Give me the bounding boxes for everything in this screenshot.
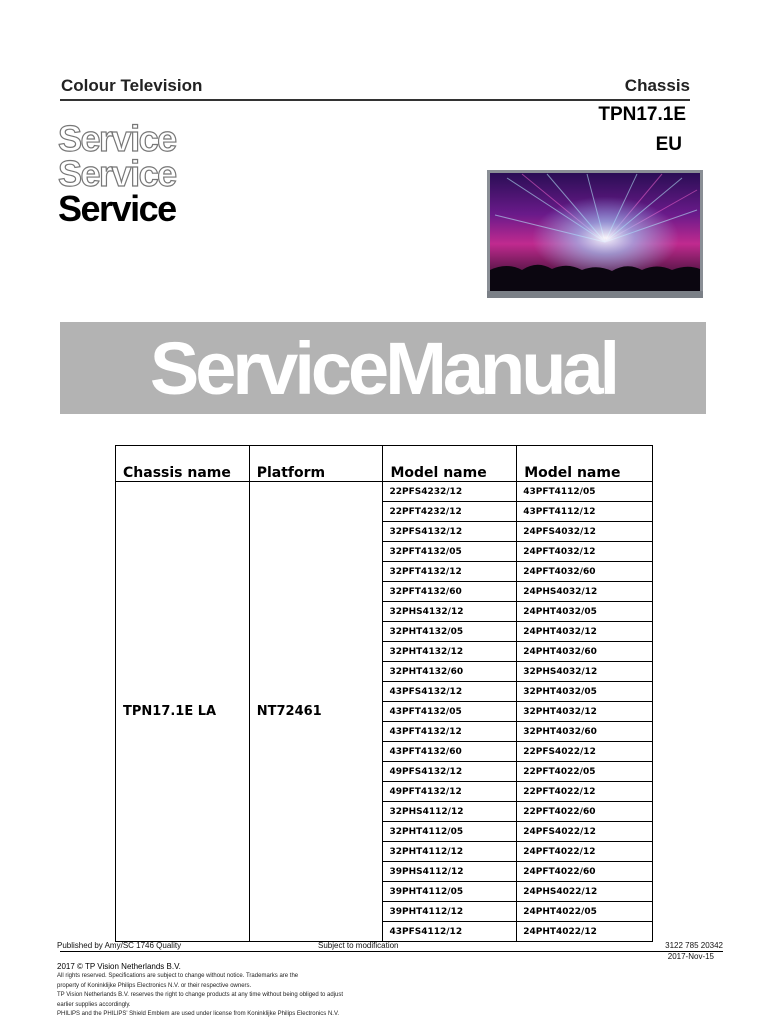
service-logo-solid: Service: [58, 188, 176, 229]
model-name-cell: 24PFS4022/12: [517, 822, 653, 842]
model-name-cell: 22PFT4022/60: [517, 802, 653, 822]
model-name-cell: 32PHT4112/05: [383, 822, 517, 842]
model-name-cell: 22PFS4022/12: [517, 742, 653, 762]
table-row: [116, 482, 653, 502]
header-model-name-1: Model name: [383, 446, 517, 482]
model-name-cell: 22PFT4232/12: [383, 502, 517, 522]
model-name-cell: 43PFT4112/12: [517, 502, 653, 522]
model-name-cell: 32PHT4112/12: [383, 842, 517, 862]
model-name-cell: 24PHT4032/60: [517, 642, 653, 662]
legal-line: PHILIPS and the PHILIPS' Shield Emblem are used under license from Koninklijke Philips Electronics N.V.: [57, 1011, 340, 1017]
header-chassis-name: Chassis name: [116, 446, 250, 482]
legal-line: property of Koninklijke Philips Electronics N.V. or their respective owners.: [57, 982, 252, 989]
publication-date: 2017-Nov-15: [667, 952, 714, 961]
service-logo-outline-1: Service: [58, 118, 176, 159]
model-name-cell: 24PHT4022/05: [517, 902, 653, 922]
model-name-cell: 43PFS4132/12: [383, 682, 517, 702]
model-name-cell: 22PFT4022/05: [517, 762, 653, 782]
subject-note: Subject to modification: [318, 941, 399, 950]
model-table: [115, 445, 653, 942]
banner-title: ServiceManual: [149, 326, 617, 410]
model-name-cell: 49PFT4132/12: [383, 782, 517, 802]
model-name-cell: 32PFT4132/12: [383, 562, 517, 582]
platform-cell: NT72461: [249, 482, 383, 942]
header-platform: Platform: [249, 446, 383, 482]
model-name-cell: 39PHS4112/12: [383, 862, 517, 882]
model-name-cell: 32PHT4032/12: [517, 702, 653, 722]
model-name-cell: 39PHT4112/12: [383, 902, 517, 922]
model-name-cell: 24PHS4032/12: [517, 582, 653, 602]
model-name-cell: 24PFT4022/12: [517, 842, 653, 862]
header-model-name-2: Model name: [517, 446, 653, 482]
model-name-cell: 22PFT4022/12: [517, 782, 653, 802]
model-name-cell: 43PFT4112/05: [517, 482, 653, 502]
service-manual-banner: [60, 322, 706, 414]
published-by: Published by Amy/SC 1746 Quality: [57, 941, 182, 950]
legal-line: All rights reserved. Specifications are subject to change without notice. Trademarks are the: [57, 973, 299, 979]
header-divider: [60, 99, 690, 101]
model-name-cell: 39PHT4112/05: [383, 882, 517, 902]
model-name-cell: 43PFS4112/12: [383, 922, 517, 942]
model-name-cell: 32PFT4132/60: [383, 582, 517, 602]
model-name-cell: 43PFT4132/12: [383, 722, 517, 742]
chassis-name-cell: TPN17.1E LA: [116, 482, 250, 942]
document-category: Colour Television: [61, 76, 203, 95]
model-name-cell: 22PFS4232/12: [383, 482, 517, 502]
model-name-cell: 43PFT4132/05: [383, 702, 517, 722]
legal-line: TP Vision Netherlands B.V. reserves the right to change products at any time without being obliged to adjust: [57, 992, 344, 998]
model-name-cell: 32PHS4112/12: [383, 802, 517, 822]
model-name-cell: 24PHT4022/12: [517, 922, 653, 942]
chassis-region: EU: [655, 134, 682, 155]
model-name-cell: 49PFS4132/12: [383, 762, 517, 782]
copyright: 2017 © TP Vision Netherlands B.V.: [57, 962, 181, 971]
model-name-cell: 32PHT4132/05: [383, 622, 517, 642]
model-name-cell: 43PFT4132/60: [383, 742, 517, 762]
model-name-cell: 24PFT4022/60: [517, 862, 653, 882]
legal-text: [57, 972, 477, 1020]
model-name-cell: 32PHT4032/05: [517, 682, 653, 702]
model-name-cell: 32PHT4132/60: [383, 662, 517, 682]
doc-number: 3122 785 20342: [665, 941, 723, 950]
model-name-cell: 32PHT4132/12: [383, 642, 517, 662]
model-name-cell: 32PFS4132/12: [383, 522, 517, 542]
model-name-cell: 24PFT4032/60: [517, 562, 653, 582]
table-header-row: [116, 446, 653, 482]
chassis-code: TPN17.1E: [598, 104, 686, 125]
model-name-cell: 24PHT4032/05: [517, 602, 653, 622]
model-name-cell: 32PFT4132/05: [383, 542, 517, 562]
model-table-body: [116, 482, 653, 942]
service-logo-outline-2: Service: [58, 153, 176, 194]
model-name-cell: 24PHT4032/12: [517, 622, 653, 642]
tv-product-image: [487, 170, 703, 298]
model-name-cell: 32PHS4132/12: [383, 602, 517, 622]
model-name-cell: 24PFS4032/12: [517, 522, 653, 542]
model-name-cell: 24PFT4032/12: [517, 542, 653, 562]
model-name-cell: 32PHS4032/12: [517, 662, 653, 682]
model-name-cell: 32PHT4032/60: [517, 722, 653, 742]
chassis-label: Chassis: [624, 76, 690, 95]
legal-line: earlier supplies accordingly.: [57, 1001, 131, 1008]
model-name-cell: 24PHS4022/12: [517, 882, 653, 902]
